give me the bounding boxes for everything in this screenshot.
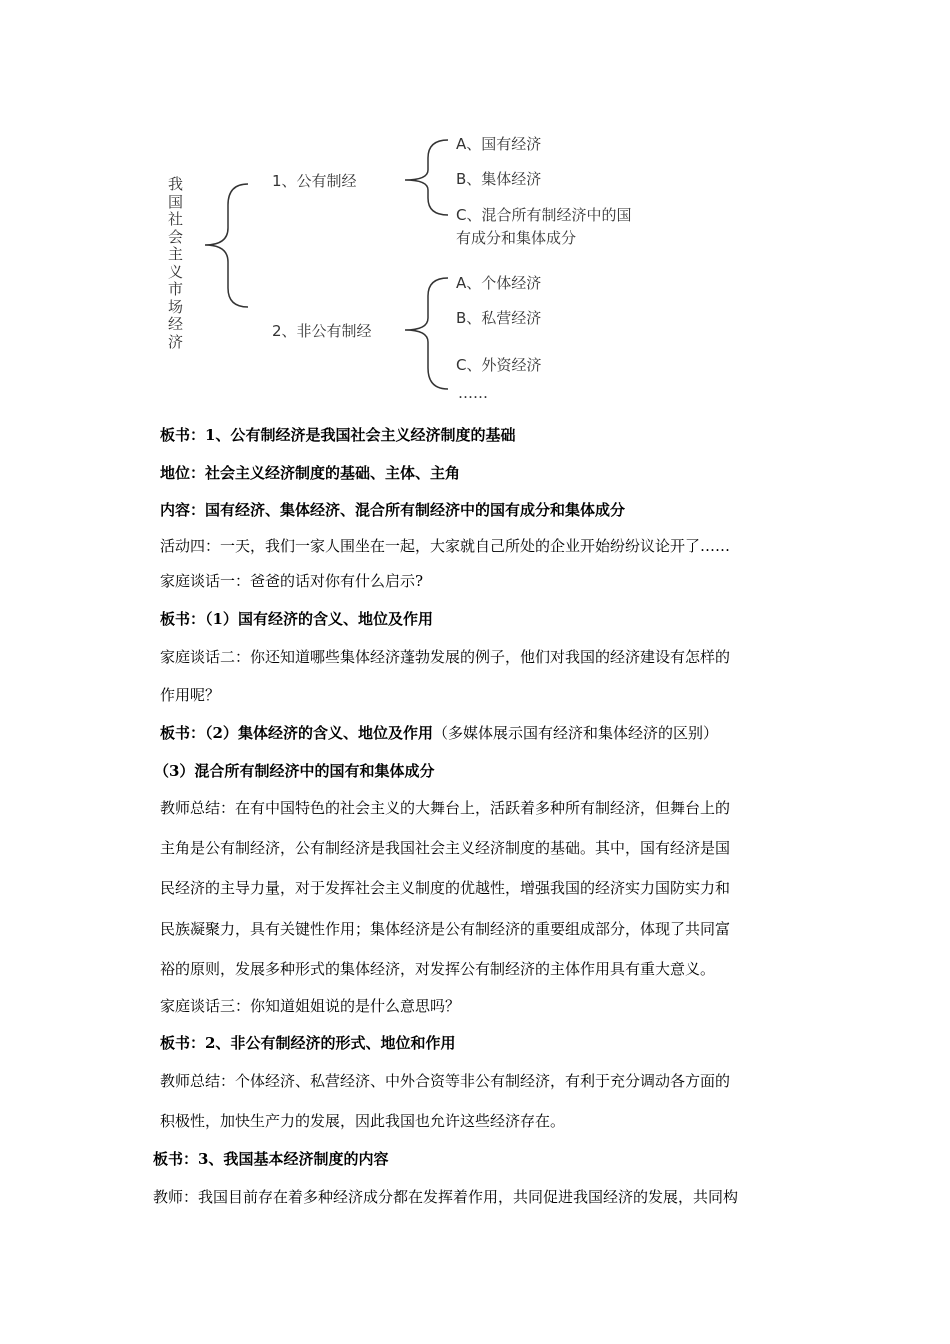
content-line: 内容：国有经济、集体经济、混合所有制经济中的国有成分和集体成分 xyxy=(160,501,626,519)
status-line: 地位：社会主义经济制度的基础、主体、主角 xyxy=(160,464,461,482)
teacher-summary-1-l2: 主角是公有制经济，公有制经济是我国社会主义经济制度的基础。其中，国有经济是国 xyxy=(160,839,731,857)
teacher-summary-1-l1: 教师总结：在有中国特色的社会主义的大舞台上，活跃着多种所有制经济，但舞台上的 xyxy=(160,799,731,817)
main-bracket xyxy=(205,184,248,307)
board-note-1-2-remark: （多媒体展示国有经济和集体经济的区别） xyxy=(432,724,718,742)
branch-nonpublic-item-a: A、个体经济 xyxy=(456,274,542,292)
board-note-1-1: 板书：（1）国有经济的含义、地位及作用 xyxy=(160,610,433,628)
board-note-3: 板书：3、我国基本经济制度的内容 xyxy=(153,1150,389,1168)
family-talk-2: 家庭谈话二：你还知道哪些集体经济蓬勃发展的例子，他们对我国的经济建设有怎样的 xyxy=(160,648,731,666)
board-note-1-2-title: 板书：（2）集体经济的含义、地位及作用 xyxy=(160,724,433,742)
branch-nonpublic-label: 2、非公有制经 xyxy=(272,322,372,340)
branch-public-item-c: C、混合所有制经济中的国 xyxy=(456,206,632,224)
teacher-summary-1-l5: 裕的原则，发展多种形式的集体经济，对发挥公有制经济的主体作用具有重大意义。 xyxy=(160,960,716,978)
branch-nonpublic-item-b: B、私营经济 xyxy=(456,309,542,327)
branch-nonpublic-ellipsis: …… xyxy=(458,384,488,402)
teacher-summary-2-l2: 积极性，加快生产力的发展，因此我国也允许这些经济存在。 xyxy=(160,1112,566,1130)
board-note-2: 板书：2、非公有制经济的形式、地位和作用 xyxy=(160,1034,456,1052)
economy-structure-diagram xyxy=(0,0,950,410)
upper-bracket xyxy=(405,140,448,215)
branch-public-item-b: B、集体经济 xyxy=(456,170,542,188)
teacher-summary-1-l3: 民经济的主导力量，对于发挥社会主义制度的优越性，增强我国的经济实力国防实力和 xyxy=(160,879,731,897)
board-note-1-3: （3）混合所有制经济中的国有和集体成分 xyxy=(154,762,435,780)
teacher-line: 教师：我国目前存在着多种经济成分都在发挥着作用，共同促进我国经济的发展，共同构 xyxy=(153,1188,739,1206)
diagram-title: 我国社会主义市场经济 xyxy=(168,175,184,351)
teacher-summary-1-l4: 民族凝聚力，具有关键性作用；集体经济是公有制经济的重要组成部分，体现了共同富 xyxy=(160,920,731,938)
branch-public-label: 1、公有制经 xyxy=(272,172,357,190)
family-talk-3: 家庭谈话三：你知道姐姐说的是什么意思吗？ xyxy=(160,997,461,1015)
family-talk-2-cont: 作用呢？ xyxy=(160,686,221,704)
lower-bracket xyxy=(405,278,448,389)
branch-public-item-c-cont: 有成分和集体成分 xyxy=(456,229,577,247)
family-talk-1: 家庭谈话一：爸爸的话对你有什么启示? xyxy=(160,572,424,590)
teacher-summary-2-l1: 教师总结：个体经济、私营经济、中外合资等非公有制经济，有利于充分调动各方面的 xyxy=(160,1072,731,1090)
activity-four: 活动四：一天，我们一家人围坐在一起，大家就自己所处的企业开始纷纷议论开了…… xyxy=(160,537,731,555)
branch-public-item-a: A、国有经济 xyxy=(456,135,542,153)
board-note-1-2 xyxy=(160,722,950,743)
board-note-1: 板书：1、公有制经济是我国社会主义经济制度的基础 xyxy=(160,426,516,444)
branch-nonpublic-item-c: C、外资经济 xyxy=(456,356,542,374)
